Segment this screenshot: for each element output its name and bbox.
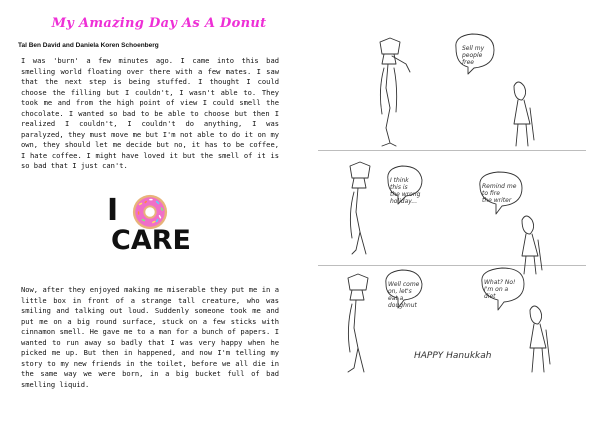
bubble-text-1: Sell my people free (462, 45, 485, 66)
bubble-text-5: What? No! I'm on a diet (484, 279, 516, 300)
elder-figure (514, 82, 534, 146)
elder-figure-2 (522, 216, 542, 274)
elder-figure-3 (530, 306, 550, 372)
comic-panel-1 (380, 34, 534, 146)
story-paragraph-1: I was 'burn' a few minutes ago. I came into this bad smelling world floating over there with a few mates. I saw that the next step is being stuffed. I thought I could choose the filling but I couldn't, I wasn't able to. They took me and from the high point of view I could smell the chocolate. I wanted so bad to be able to choose but then I realized I couldn't, I couldn't do anything, I was paralyzed, they must move me but I'm not able to do it on my own, they should let me decide but no, it has to be coffee, I hate coffee. I might have loved it but the smell of it is so bad that I just can't. (21, 56, 284, 170)
story-paragraph-2: Now, after they enjoyed making me miserable they put me in a little box in front of a strange tall creature, who was smiling and talking out loud. Suddenly someone took me and put me on a big round surface, stuck on a few sticks with cinnamon smell. He gave me to a man for a bunch of papers. I wanted to run away so badly that I was very happy when he picked me up. But then in happened, and now I'm telling my story to my new friends in the toilet, before we all die in the same way we were born, in a big bucket full of bad smelling liquid. (21, 285, 284, 389)
i-donut-care-logo (103, 193, 223, 263)
page-title: My Amazing Day As A Donut (51, 16, 267, 31)
comic-strip (318, 28, 590, 412)
logo-word-i: I (107, 193, 118, 228)
logo-word-care: CARE (111, 225, 191, 256)
pharaoh-figure-3 (348, 274, 368, 372)
bubble-text-4: Well come on, let's eat a doughnut (388, 281, 420, 309)
pharaoh-figure-2 (350, 162, 370, 254)
authors-line: Tal Ben David and Daniela Koren Schoenberg (18, 42, 159, 49)
pharaoh-figure (380, 38, 410, 146)
comic-panel-2 (350, 162, 542, 274)
bubble-text-2: I think this is the wrong holiday... (390, 177, 421, 205)
bubble-text-3: Remind me to fire the writer (482, 183, 517, 204)
caption-text: HAPPY Hanukkah (414, 351, 492, 361)
